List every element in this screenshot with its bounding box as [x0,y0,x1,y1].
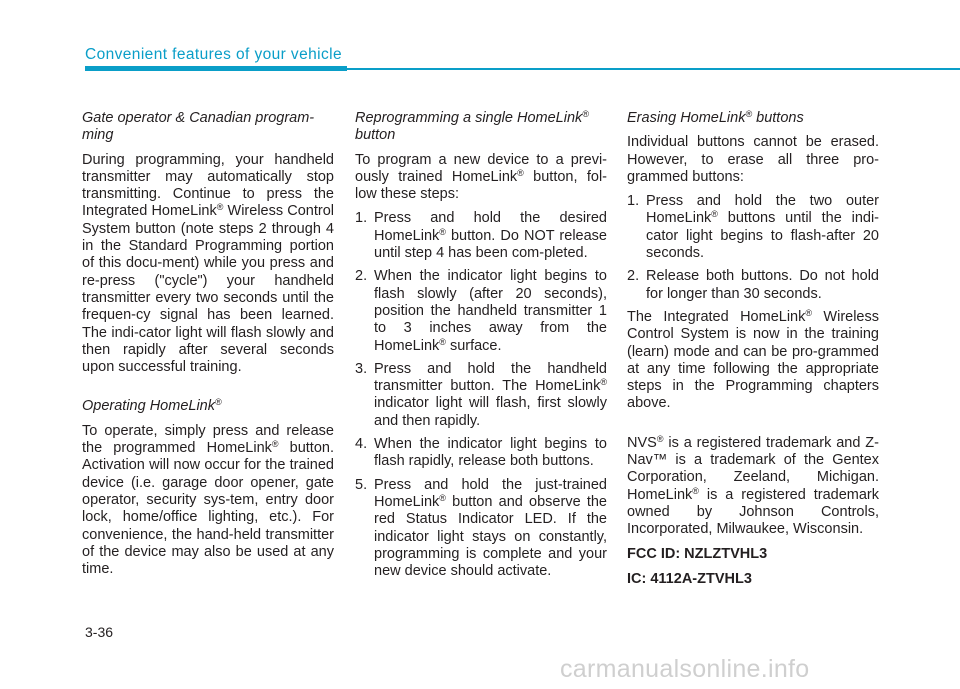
heading-operating-homelink: Operating HomeLink® [82,397,222,415]
reprogramming-steps [355,210,607,580]
heading-gate-operator: Gate operator & Canadian program-ming [82,110,315,144]
heading-reprogramming: Reprogramming a single HomeLink® button [355,109,589,144]
column-2 [355,110,607,586]
list-item: 3. Press and hold the handheld transmitter button. The HomeLink® indicator light will flash, first slowly and then rapidly. [355,360,607,429]
list-item: 1. Press and hold the two outer HomeLink® buttons until the indi-cator light begins to flash-after 20 seconds. [627,193,879,262]
section-title: Convenient features of your vehicle [85,46,342,63]
ic-id: IC: 4112A-ZTVHL3 [627,570,752,587]
paragraph-reprogramming-intro: To program a new device to a previ-ously trained HomeLink® button, fol-low these steps: [355,151,607,203]
paragraph-gate-operator: During programming, your handheld transmitter may automatically stop transmitting. Continue to press the Integrated HomeLink® Wireless Control System button (note steps 2 through 4 in the Standard Programming portion of this docu-ment) while you press and re-press ("cycle") your handheld transmitter every two seconds until the frequen-cy signal has been learned. The indi-cator light will flash slowly and then rapidly after several seconds upon successful training. [82,151,335,376]
list-item: 1. Press and hold the desired HomeLink® button. Do NOT release until step 4 has been com-pleted. [355,210,607,262]
heading-erasing: Erasing HomeLink® buttons [627,109,804,126]
header-rule-thick [85,66,347,71]
page-number: 3-36 [85,624,114,640]
list-item: 5. Press and hold the just-trained HomeLink® button and observe the red Status Indicator LED. If the indicator light stays on constantly, programming is complete and your new device should activate. [355,476,607,580]
paragraph-trademarks: NVS® is a registered trademark and Z-Nav™ is a trademark of the Gentex Corporation, Zeeland, Michigan. HomeLink® is a registered trademark owned by Johnson Controls, Incorporated, Milwaukee, Wisconsin. [627,433,879,538]
fcc-id: FCC ID: NZLZTVHL3 [627,545,768,562]
header-rule-thin [347,68,960,70]
column-3 [627,110,879,596]
list-item: 2. When the indicator light begins to flash slowly (after 20 seconds), position the handheld transmitter 1 to 3 inches away from the HomeLink® surface. [355,268,607,354]
column-1 [82,110,334,585]
paragraph-learn-mode: The Integrated HomeLink® Wireless Control System is now in the training (learn) mode and can be pro-grammed at any time following the appropriate steps in the Programming chapters above. [627,307,879,412]
list-item: 4. When the indicator light begins to flash rapidly, release both buttons. [355,436,607,470]
paragraph-erasing-intro: Individual buttons cannot be erased. However, to erase all three pro-grammed buttons: [627,134,879,185]
erasing-steps [627,193,879,303]
watermark: carmanualsonline.info [560,655,810,683]
paragraph-operating-homelink: To operate, simply press and release the programmed HomeLink® button. Activation will now occur for the trained device (i.e. garage door opener, gate operator, security sys-tem, entry door lock, home/office lighting, etc.). For convenience, the hand-held transmitter of the device may also be used at any time. [82,422,334,578]
list-item: 2. Release both buttons. Do not hold for longer than 30 seconds. [627,268,879,302]
